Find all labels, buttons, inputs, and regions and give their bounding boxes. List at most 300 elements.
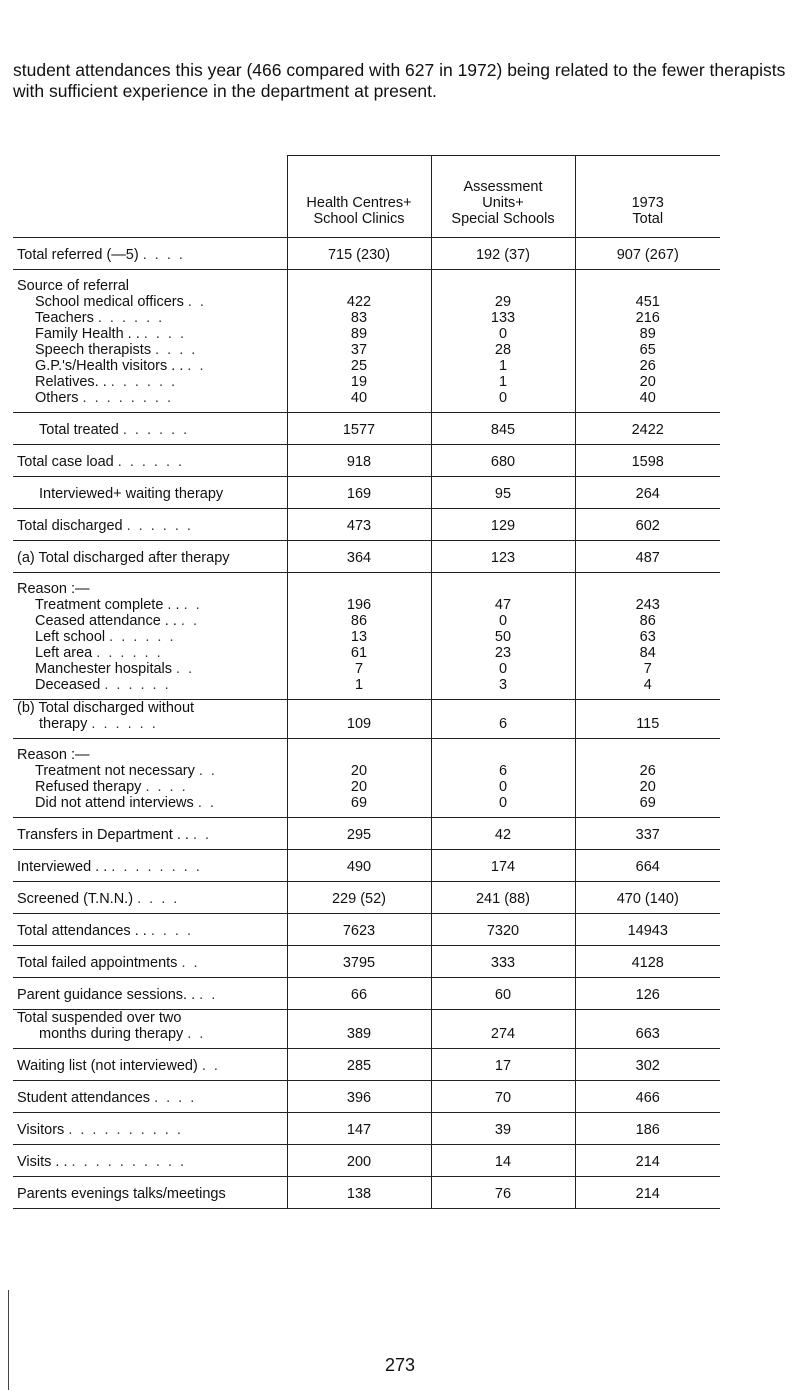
value-line: 89 — [639, 326, 656, 342]
leader-dots: . . . . — [137, 891, 180, 907]
value-total — [575, 914, 720, 946]
value-line: 83 — [350, 310, 368, 326]
row-label-text: Total referred (—5) — [17, 247, 139, 263]
value-line: 196 — [346, 597, 372, 613]
row-label — [17, 795, 283, 811]
leader-dots: . . . . . . — [104, 677, 171, 693]
row-label: (b) Total discharged without — [17, 700, 195, 716]
intro-paragraph: student attendances this year (466 compared with 627 in 1972) being related to the fewer therapists with sufficient experience in the department at present. — [13, 60, 786, 101]
leader-dots: . . . . . . — [91, 716, 158, 732]
row-label — [17, 550, 283, 566]
leader-dots: . . . . . . . . — [82, 390, 173, 406]
value-line: 1577 — [342, 422, 376, 438]
table-row — [13, 477, 720, 509]
value-line: 243 — [635, 597, 660, 613]
value-assessment-units — [431, 445, 575, 477]
row-label-text: Visitors — [17, 1122, 65, 1138]
row-label-text: Waiting list (not interviewed) — [17, 1058, 198, 1074]
value-line: 40 — [350, 390, 368, 406]
leader-dots: . . . . . . . . . . — [71, 1154, 187, 1170]
value-assessment-units — [431, 477, 575, 509]
value-total — [575, 1049, 720, 1081]
value-line: 66 — [350, 987, 368, 1003]
value-total — [575, 818, 720, 850]
value-line: 274 — [490, 1026, 516, 1042]
row-label — [17, 645, 283, 661]
value-line: 169 — [346, 486, 372, 502]
value-line: 715 (230) — [327, 247, 391, 263]
value-line: 0 — [498, 326, 508, 342]
row-label-text: School medical officers — [35, 294, 184, 310]
row-label — [17, 987, 283, 1003]
row-label — [17, 358, 283, 374]
value-line: 364 — [346, 550, 372, 566]
value-line: 1 — [498, 374, 508, 390]
value-assessment-units — [431, 1145, 575, 1177]
row-label-text: therapy — [39, 716, 88, 732]
row-label — [17, 827, 283, 843]
value-assessment-units — [431, 1049, 575, 1081]
value-line: 1598 — [631, 454, 664, 470]
row-label-text: Treatment complete . . — [35, 597, 180, 613]
row-label — [17, 342, 283, 358]
leader-dots: . . — [199, 987, 218, 1003]
value-health-centres — [287, 1010, 431, 1049]
row-label-text: Parent guidance sessions. . — [17, 987, 196, 1003]
value-line: 295 — [346, 827, 372, 843]
value-health-centres — [287, 1081, 431, 1113]
leader-dots: . . . . . . . . . . — [68, 1122, 183, 1138]
row-label — [17, 1122, 283, 1138]
value-total — [575, 946, 720, 978]
value-line: 95 — [494, 486, 512, 502]
value-line: 7320 — [486, 923, 520, 939]
value-line: 200 — [346, 1154, 372, 1170]
row-label-cell — [13, 541, 287, 573]
value-health-centres — [287, 541, 431, 573]
value-line: 186 — [635, 1122, 660, 1138]
leader-dots: . . . . — [154, 1090, 197, 1106]
row-label-text: Left school — [35, 629, 106, 645]
row-label-cell — [13, 445, 287, 477]
value-line: 60 — [494, 987, 512, 1003]
value-line: 4 — [643, 677, 652, 693]
value-assessment-units — [431, 818, 575, 850]
value-line: 396 — [346, 1090, 372, 1106]
row-label-text: G.P.'s/Health visitors . . — [35, 358, 184, 374]
value-assessment-units — [431, 946, 575, 978]
row-label-text: Total failed appointments — [17, 955, 178, 971]
row-label-text: Others — [35, 390, 79, 406]
leader-dots: . . . . — [142, 247, 185, 263]
value-line: 17 — [494, 1058, 512, 1074]
value-line: 337 — [635, 827, 660, 843]
row-label-cell — [13, 413, 287, 445]
group-title: Source of referral — [17, 278, 130, 294]
value-line: 3795 — [342, 955, 376, 971]
value-assessment-units — [431, 978, 575, 1010]
table-row — [13, 1113, 720, 1145]
value-total — [575, 1081, 720, 1113]
value-line: 285 — [346, 1058, 372, 1074]
table-row — [13, 1049, 720, 1081]
value-line: 7 — [354, 661, 364, 677]
row-label-cell — [13, 1113, 287, 1145]
table-row — [13, 1145, 720, 1177]
value-line: 0 — [498, 613, 508, 629]
value-health-centres — [287, 850, 431, 882]
value-health-centres — [287, 413, 431, 445]
value-health-centres — [287, 739, 431, 818]
leader-dots: . . . . — [155, 342, 198, 358]
value-health-centres — [287, 1177, 431, 1209]
row-label-text: Deceased — [35, 677, 101, 693]
row-label-text: months during therapy — [39, 1026, 184, 1042]
value-line: 61 — [350, 645, 368, 661]
value-assessment-units — [431, 882, 575, 914]
row-label-cell — [13, 270, 287, 413]
value-line: 25 — [350, 358, 368, 374]
row-label-cell — [13, 739, 287, 818]
row-label-cell — [13, 946, 287, 978]
value-assessment-units — [431, 573, 575, 700]
row-label — [17, 661, 283, 677]
row-label — [17, 629, 283, 645]
value-line: 133 — [490, 310, 516, 326]
row-label — [17, 310, 283, 326]
leader-dots: . . . . . . — [117, 454, 185, 470]
row-label-cell — [13, 238, 287, 270]
row-label — [17, 518, 283, 534]
value-health-centres — [287, 1145, 431, 1177]
value-assessment-units — [431, 238, 575, 270]
value-line: 264 — [635, 486, 660, 502]
row-label-text: Speech therapists — [35, 342, 152, 358]
table-row — [13, 509, 720, 541]
value-total — [575, 700, 720, 739]
value-line: 602 — [635, 518, 660, 534]
value-line: 138 — [346, 1186, 372, 1202]
row-label-cell — [13, 477, 287, 509]
leader-dots: . . . . . . . . — [111, 859, 202, 875]
value-line: 918 — [346, 454, 372, 470]
value-line: 241 (88) — [475, 891, 530, 907]
value-line: 214 — [635, 1186, 660, 1202]
value-health-centres — [287, 700, 431, 739]
leader-dots: . . . . . . — [110, 374, 178, 390]
leader-dots: . . . . . . — [122, 422, 190, 438]
value-line: 7 — [643, 661, 652, 677]
value-line: 69 — [639, 795, 656, 811]
table-row — [13, 541, 720, 573]
group-title: Reason :— — [17, 581, 90, 597]
value-line: 0 — [498, 661, 508, 677]
table-row — [13, 882, 720, 914]
row-label-cell — [13, 882, 287, 914]
value-line: 84 — [639, 645, 656, 661]
header-1973-total: 1973 Total — [575, 156, 720, 238]
value-health-centres — [287, 818, 431, 850]
header-health-centres: Health Centres+ School Clinics — [287, 156, 431, 238]
value-line: 680 — [490, 454, 516, 470]
row-label-text: Relatives. . — [35, 374, 107, 390]
value-line: 69 — [350, 795, 368, 811]
value-line: 123 — [490, 550, 516, 566]
value-line: 7623 — [342, 923, 376, 939]
value-line: 487 — [635, 550, 660, 566]
row-label-text: Total treated — [39, 422, 119, 438]
value-health-centres — [287, 1049, 431, 1081]
value-assessment-units — [431, 541, 575, 573]
value-line: 40 — [639, 390, 656, 406]
value-line: 63 — [639, 629, 656, 645]
header-assessment-units: Assessment Units+ Special Schools — [431, 156, 575, 238]
value-health-centres — [287, 477, 431, 509]
value-line: 23 — [494, 645, 512, 661]
row-label-cell — [13, 573, 287, 700]
page-number: 273 — [384, 1355, 416, 1375]
value-line: 14943 — [627, 923, 668, 939]
value-line: 37 — [350, 342, 368, 358]
row-label — [17, 294, 283, 310]
leader-dots: . . — [187, 358, 206, 374]
table-row-group — [13, 270, 720, 413]
value-assessment-units — [431, 739, 575, 818]
value-total — [575, 445, 720, 477]
value-assessment-units — [431, 1113, 575, 1145]
row-label-text: Transfers in Department . . — [17, 827, 189, 843]
row-label-text: Visits . . — [17, 1154, 68, 1170]
row-label-cell — [13, 1049, 287, 1081]
row-label — [17, 390, 283, 406]
value-line: 466 — [635, 1090, 660, 1106]
value-total — [575, 850, 720, 882]
value-line: 192 (37) — [475, 247, 530, 263]
value-total — [575, 270, 720, 413]
table-row — [13, 914, 720, 946]
table-row — [13, 700, 720, 739]
value-line: 20 — [350, 779, 368, 795]
table-header-row — [13, 156, 720, 238]
row-label — [17, 326, 283, 342]
value-health-centres — [287, 270, 431, 413]
value-line: 28 — [494, 342, 512, 358]
value-total — [575, 509, 720, 541]
leader-dots: . . — [181, 955, 200, 971]
row-label-cont — [17, 716, 283, 732]
row-label-text: Treatment not necessary — [35, 763, 195, 779]
value-line: 216 — [635, 310, 660, 326]
value-line: 333 — [490, 955, 516, 971]
row-label-text: Refused therapy — [35, 779, 142, 795]
value-line: 26 — [639, 358, 656, 374]
header-label-cell — [13, 156, 287, 238]
row-label — [17, 779, 283, 795]
value-total — [575, 238, 720, 270]
value-line: 86 — [639, 613, 656, 629]
row-label-text: Total discharged — [17, 518, 123, 534]
value-total — [575, 882, 720, 914]
value-health-centres — [287, 573, 431, 700]
leader-dots: . . — [201, 1058, 220, 1074]
leader-dots: . . . . — [145, 779, 188, 795]
value-line: 147 — [346, 1122, 372, 1138]
value-line: 20 — [639, 374, 656, 390]
value-line: 214 — [635, 1154, 660, 1170]
value-line: 389 — [346, 1026, 372, 1042]
table-row — [13, 978, 720, 1010]
row-label-text: Parents evenings talks/meetings — [17, 1186, 226, 1202]
row-label-text: Total case load — [17, 454, 114, 470]
row-label-cell — [13, 509, 287, 541]
value-health-centres — [287, 509, 431, 541]
value-assessment-units — [431, 509, 575, 541]
row-label-cell — [13, 1177, 287, 1209]
row-label — [17, 597, 283, 613]
value-line: 1 — [354, 677, 364, 693]
value-line: 1 — [498, 358, 508, 374]
value-line: 6 — [498, 716, 508, 732]
value-health-centres — [287, 882, 431, 914]
row-label-text: Manchester hospitals — [35, 661, 173, 677]
row-label-cell — [13, 1010, 287, 1049]
value-assessment-units — [431, 700, 575, 739]
value-total — [575, 978, 720, 1010]
value-line: 4128 — [631, 955, 664, 971]
value-line: 14 — [494, 1154, 512, 1170]
row-label — [17, 613, 283, 629]
value-line: 907 (267) — [616, 247, 679, 263]
value-line: 0 — [498, 390, 508, 406]
row-label-text: Interviewed . . — [17, 859, 108, 875]
row-label-text: Family Health . . — [35, 326, 140, 342]
value-line: 115 — [636, 716, 660, 732]
value-line: 50 — [494, 629, 512, 645]
value-line: 422 — [346, 294, 372, 310]
value-line: 76 — [494, 1186, 512, 1202]
value-line: 20 — [639, 779, 656, 795]
row-label — [17, 955, 283, 971]
value-health-centres — [287, 238, 431, 270]
value-line: 0 — [498, 779, 508, 795]
row-label-cell — [13, 850, 287, 882]
value-line: 845 — [490, 422, 516, 438]
row-label-text: Total attendances . . — [17, 923, 147, 939]
value-total — [575, 573, 720, 700]
row-label-cell — [13, 978, 287, 1010]
value-line: 129 — [490, 518, 516, 534]
value-assessment-units — [431, 850, 575, 882]
row-label — [17, 1154, 283, 1170]
value-line: 89 — [350, 326, 368, 342]
value-health-centres — [287, 1113, 431, 1145]
leader-dots: . . . . . . — [96, 645, 163, 661]
row-label — [17, 1090, 283, 1106]
value-line: 29 — [494, 294, 512, 310]
row-label-text: Teachers — [35, 310, 94, 326]
value-assessment-units — [431, 413, 575, 445]
value-health-centres — [287, 445, 431, 477]
row-label — [17, 1186, 283, 1202]
row-label-cont — [17, 1026, 283, 1042]
value-line: 47 — [494, 597, 512, 613]
value-total — [575, 1145, 720, 1177]
leader-dots: . . . . . . — [126, 518, 193, 534]
row-label-cell — [13, 914, 287, 946]
value-line: 3 — [498, 677, 508, 693]
value-line: 42 — [494, 827, 512, 843]
leader-dots: . . — [192, 827, 212, 843]
row-label-text: Student attendances — [17, 1090, 151, 1106]
row-label — [17, 454, 283, 470]
row-label — [17, 486, 283, 502]
leader-dots: . . . . . . — [109, 629, 176, 645]
value-total — [575, 1010, 720, 1049]
table-row — [13, 1010, 720, 1049]
row-label — [17, 247, 283, 263]
row-label — [17, 859, 283, 875]
row-label-text: Ceased attendance . . — [35, 613, 177, 629]
value-total — [575, 477, 720, 509]
value-line: 70 — [494, 1090, 512, 1106]
value-line: 26 — [639, 763, 656, 779]
value-health-centres — [287, 978, 431, 1010]
leader-dots: . . . . — [143, 326, 186, 342]
row-label — [17, 374, 283, 390]
leader-dots: . . — [176, 661, 195, 677]
table-row — [13, 238, 720, 270]
row-label — [17, 422, 283, 438]
value-line: 109 — [346, 716, 372, 732]
value-line: 20 — [350, 763, 368, 779]
group-title: Reason :— — [17, 747, 90, 763]
value-total — [575, 739, 720, 818]
value-assessment-units — [431, 270, 575, 413]
value-total — [575, 541, 720, 573]
row-label — [17, 763, 283, 779]
value-line: 470 (140) — [616, 891, 679, 907]
value-line: 302 — [635, 1058, 660, 1074]
row-label-text: (a) Total discharged after therapy — [17, 550, 230, 566]
row-label — [17, 677, 283, 693]
table-row — [13, 850, 720, 882]
value-line: 473 — [346, 518, 372, 534]
leader-dots: . . . . . . — [97, 310, 165, 326]
leader-dots: . . — [187, 1026, 206, 1042]
value-line: 39 — [494, 1122, 512, 1138]
value-line: 65 — [639, 342, 656, 358]
value-health-centres — [287, 914, 431, 946]
table-row — [13, 1177, 720, 1209]
row-label-cell — [13, 700, 287, 739]
row-label-text: Left area — [35, 645, 93, 661]
value-line: 19 — [350, 374, 368, 390]
table-row — [13, 1081, 720, 1113]
value-line: 13 — [350, 629, 368, 645]
row-label — [17, 923, 283, 939]
table-row — [13, 818, 720, 850]
table-row — [13, 413, 720, 445]
table-row-group — [13, 739, 720, 818]
row-label — [17, 1058, 283, 1074]
leader-dots: . . . . — [150, 923, 194, 939]
row-label-text: Interviewed+ waiting therapy — [39, 486, 224, 502]
value-line: 663 — [635, 1026, 660, 1042]
row-label-cell — [13, 818, 287, 850]
value-line: 2422 — [631, 422, 664, 438]
value-line: 0 — [498, 795, 508, 811]
leader-dots: . . — [183, 597, 202, 613]
